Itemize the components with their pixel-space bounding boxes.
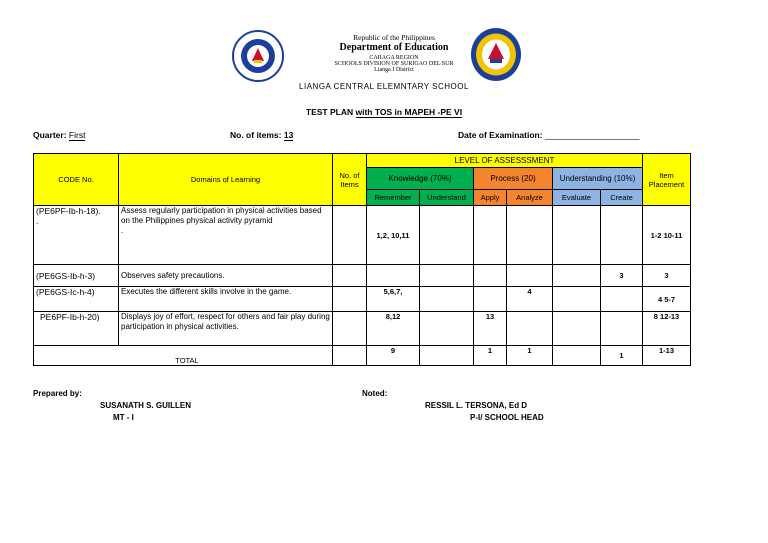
row-code — [34, 206, 119, 265]
department-text: Department of Education — [339, 42, 449, 53]
row-evaluate — [553, 265, 601, 287]
table-row — [34, 206, 691, 265]
total-label: TOTAL — [34, 346, 333, 366]
district-text: Lianga I District — [374, 67, 414, 73]
row-create — [601, 287, 643, 312]
header-code: CODE No. — [34, 154, 119, 206]
row-domain: Displays joy of effort, respect for others and fair play during participation in physical activities. — [119, 312, 333, 346]
quarter-value: First — [68, 130, 86, 140]
header-apply: Apply — [474, 190, 507, 206]
row-analyze — [507, 312, 553, 346]
row-domain: Executes the different skills involve in the game. — [119, 287, 333, 312]
row-items — [333, 287, 367, 312]
noted-by-label: Noted: — [362, 389, 388, 398]
title-prefix: TEST PLAN — [305, 107, 356, 117]
row-evaluate — [553, 206, 601, 265]
items-label: No. of items: — [230, 130, 284, 140]
total-placement: 1-13 — [643, 346, 691, 366]
row-analyze — [507, 206, 553, 265]
row-code-text: (PE6PF-Ib-h-18). — [36, 206, 101, 216]
region-text: CARAGA REGION — [369, 55, 419, 61]
row-evaluate — [553, 312, 601, 346]
items-value: 13 — [283, 130, 294, 140]
row-understand — [420, 287, 474, 312]
row-remember: 8,12 — [367, 312, 420, 346]
noted-by-position: P-I/ SCHOOL HEAD — [470, 413, 544, 422]
row-items — [333, 206, 367, 265]
row-apply — [474, 287, 507, 312]
prepared-by-position: MT - I — [113, 413, 134, 422]
title-subject: with TOS in MAPEH -PE VI — [355, 107, 463, 117]
school-name: LIANGA CENTRAL ELEMNTARY SCHOOL — [299, 82, 469, 91]
row-items — [333, 312, 367, 346]
date-label: Date of Examination: — [458, 130, 545, 140]
row-understand — [420, 312, 474, 346]
prepared-by-label: Prepared by: — [33, 389, 82, 398]
total-understand — [420, 346, 474, 366]
row-remember: 5,6,7, — [367, 287, 420, 312]
row-create: 3 — [601, 265, 643, 287]
row-create — [601, 312, 643, 346]
row-understand — [420, 265, 474, 287]
row-domain-extra: . — [121, 226, 124, 235]
items-field — [230, 130, 293, 141]
row-code: (PE6GS-Ic-h-4) — [34, 287, 119, 312]
total-create: 1 — [601, 346, 643, 366]
row-domain-text: Assess regularly participation in physical activities based on the Philippines physical activity pyramid — [121, 206, 322, 225]
noted-by-name: RESSIL L. TERSONA, Ed D — [425, 401, 528, 410]
header-no-of-items: No. of Items — [333, 154, 367, 206]
row-create — [601, 206, 643, 265]
header-understanding: Understanding (10%) — [553, 168, 643, 190]
header-process: Process (20) — [474, 168, 553, 190]
quarter-label: Quarter: — [33, 130, 69, 140]
row-domain: Observes safety precautions. — [119, 265, 333, 287]
header-item-placement: Item Placement — [643, 154, 691, 206]
header-understand: Understand — [420, 190, 474, 206]
row-apply: 13 — [474, 312, 507, 346]
row-understand — [420, 206, 474, 265]
table-row — [34, 312, 691, 346]
row-placement: 3 — [643, 265, 691, 287]
total-items — [333, 346, 367, 366]
row-placement: 8 12-13 — [643, 312, 691, 346]
header-evaluate: Evaluate — [553, 190, 601, 206]
header-remember: Remember — [367, 190, 420, 206]
quarter-field — [33, 130, 85, 141]
header-analyze: Analyze — [507, 190, 553, 206]
row-remember: 1,2, 10,11 — [367, 206, 420, 265]
row-analyze — [507, 265, 553, 287]
total-apply: 1 — [474, 346, 507, 366]
date-field — [458, 130, 639, 140]
row-code: (PE6GS-Ib-h-3) — [34, 265, 119, 287]
tos-table — [33, 153, 691, 366]
header-domains: Domains of Learning — [119, 154, 333, 206]
row-apply — [474, 206, 507, 265]
row-placement: 4 5-7 — [643, 287, 691, 312]
date-value: ____________________ — [544, 130, 640, 140]
total-remember: 9 — [367, 346, 420, 366]
prepared-by-name: SUSANATH S. GUILLEN — [100, 401, 191, 410]
total-evaluate — [553, 346, 601, 366]
row-code-extra: . — [36, 216, 39, 226]
table-row — [34, 287, 691, 312]
row-apply — [474, 265, 507, 287]
total-analyze: 1 — [507, 346, 553, 366]
row-domain — [119, 206, 333, 265]
header-knowledge: Knowledge (70%) — [367, 168, 474, 190]
document-title — [0, 107, 768, 118]
row-remember — [367, 265, 420, 287]
header-create: Create — [601, 190, 643, 206]
total-row — [34, 346, 691, 366]
division-text: SCHOOLS DIVISION OF SURIGAO DEL SUR — [334, 61, 454, 67]
table-row — [34, 265, 691, 287]
row-evaluate — [553, 287, 601, 312]
republic-text: Republic of the Philippines — [353, 33, 435, 42]
row-items — [333, 265, 367, 287]
row-analyze: 4 — [507, 287, 553, 312]
header-level-of-assessment: LEVEL OF ASSESSSMENT — [367, 154, 643, 168]
row-placement: 1-2 10-11 — [643, 206, 691, 265]
row-code: PE6PF-Ib-h-20) — [34, 312, 119, 346]
